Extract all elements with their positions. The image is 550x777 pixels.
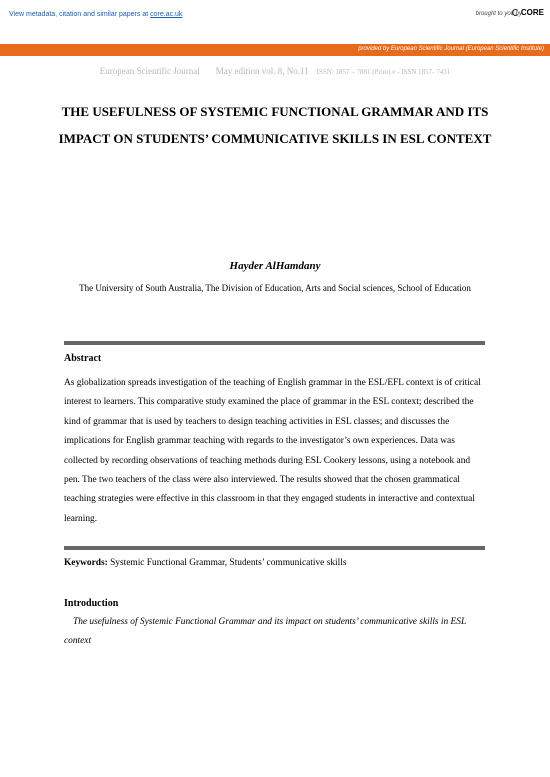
brought-by-text: brought to you by [475,11,522,17]
journal-edition: May edition vol. 8, No.11 [215,66,309,76]
journal-issn: ISSN: 1857 – 7881 (Print) e - ISSN 1857- 7431 [316,68,451,76]
metadata-prefix: View metadata, citation and similar papers at [9,11,151,18]
paper-title: THE USEFULNESS OF SYSTEMIC FUNCTIONAL GRAMMAR AND ITS IMPACT ON STUDENTS’ COMMUNICATIVE SKILLS IN ESL CONTEXT [58,104,492,146]
provided-by-text[interactable]: provided by European Scientific Journal (European Scientific Institute) [358,46,544,52]
core-logo-icon [512,9,519,16]
abstract-bottom-rule [64,546,485,550]
author-affiliation: The University of South Australia, The Division of Education, Arts and Social sciences, School of Education [79,283,471,293]
journal-running-header [0,66,550,76]
core-logo-text: CORE [520,8,544,17]
keywords-line [64,558,347,568]
keywords-label: Keywords: [64,558,108,568]
keywords-text: Systemic Functional Grammar, Students’ communicative skills [107,558,347,568]
metadata-link-line[interactable] [9,11,182,18]
introduction-text: The usefulness of Systemic Functional Grammar and its impact on students’ communicative skills in ESL context [64,617,467,647]
author-name: Hayder AlHamdany [229,260,321,272]
abstract-heading: Abstract [64,353,102,364]
core-logo[interactable] [512,8,544,17]
abstract-top-rule [64,341,485,345]
journal-name: European Scientific Journal [99,66,200,76]
core-link[interactable]: core.ac.uk [150,11,183,18]
introduction-heading: Introduction [64,598,119,609]
abstract-text: As globalization spreads investigation of the teaching of English grammar in the ESL/EFL context is of critical interest to learners. This comparative study examined the place of grammar in the ESL context; described the kind of grammar that is used by teachers to design teaching activities in ESL classes; and discusses the implications for English grammar teaching with regards to the investigator’s own experiences. Data was collected by recording observations of teaching methods during ESL Cookery lessons, using a notebook and pen. The two teachers of the class were also interviewed. The results showed that the chosen grammatical teaching strategies were effective in this classroom in that they engaged students in interactive and contextual learning. [64,378,481,524]
core-banner [0,0,550,45]
